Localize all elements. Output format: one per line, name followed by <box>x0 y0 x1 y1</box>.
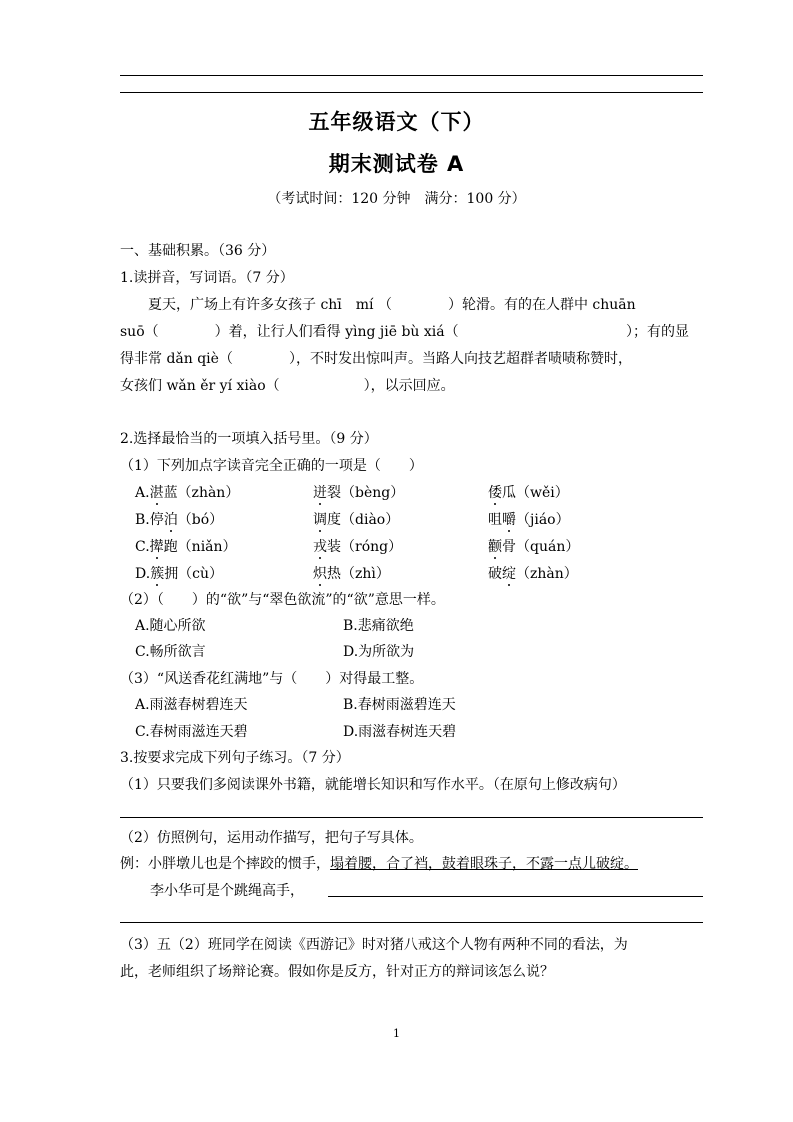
dotted-char: 迸 <box>313 485 327 501</box>
question-2-heading: 2.选择最恰当的一项填入括号里。（9 分） <box>120 431 378 447</box>
dotted-char: 绽 <box>502 566 516 582</box>
example-prefix: 例：小胖墩儿也是个摔跤的惯手， <box>120 856 330 872</box>
q1-paragraph-line-4: 女孩们 wǎn ěr yí xiào（ ），以示回应。 <box>120 378 455 394</box>
option-text: （jiáo） <box>516 512 570 528</box>
option-text: （zhàn） <box>516 566 578 582</box>
option-text: 停 <box>149 512 164 528</box>
answer-line-prompt[interactable] <box>328 896 703 897</box>
dotted-char: 泊 <box>163 512 178 528</box>
dotted-char: 颧 <box>488 539 502 555</box>
option-text: 跑（niǎn） <box>163 539 237 555</box>
q2-sub3-stem: （3）“风送香花红满地”与（ ）对得最工整。 <box>120 671 424 687</box>
q3-prompt: 李小华可是个跳绳高手， <box>150 883 304 899</box>
option-text: 装（róng） <box>327 539 403 555</box>
option-text: 破 <box>488 566 502 582</box>
q3-sub3-line-2: 此，老师组织了场辩论赛。假如你是反方，针对正方的辩词该怎么说？ <box>120 964 554 980</box>
option-text: 度（diào） <box>327 512 400 528</box>
header-rule-bottom <box>120 92 703 93</box>
dotted-char: 炽 <box>313 566 327 582</box>
option-text: 咀 <box>488 512 502 528</box>
q2-sub3-option-b: B.春树雨滋碧连天 <box>343 697 456 713</box>
dotted-char: 戎 <box>313 539 327 555</box>
dotted-char: 嚼 <box>502 512 516 528</box>
page-number: 1 <box>393 1027 400 1040</box>
page-title: 五年级语文（下） <box>308 110 485 134</box>
q2-sub2-option-b: B.悲痛欲绝 <box>343 618 414 634</box>
q2-sub1-option-c <box>135 536 237 556</box>
q1-paragraph-line-2b: ）；有的显 <box>626 324 689 340</box>
option-text: 蓝（zhàn） <box>163 485 240 501</box>
dotted-char: 簇 <box>150 566 165 582</box>
q2-sub3-option-c: C.春树雨滋连天碧 <box>135 724 248 740</box>
q2-sub1-option-b <box>135 509 223 529</box>
answer-line[interactable] <box>120 817 703 818</box>
option-text: 瓜（wěi） <box>502 485 569 501</box>
page-subtitle: 期末测试卷 A <box>328 152 465 176</box>
q2-sub1-option-a <box>135 482 239 502</box>
q2-sub2-option-a: A.随心所欲 <box>135 618 206 634</box>
answer-line[interactable] <box>120 922 703 923</box>
exam-info: （考试时间：120 分钟 满分：100 分） <box>267 191 526 207</box>
option-text: （bó） <box>177 512 224 528</box>
option-text: 裂（bèng） <box>327 485 405 501</box>
q2-sub1-option-b-2 <box>313 509 399 529</box>
section-heading: 一、基础积累。（36 分） <box>120 243 276 259</box>
q2-sub2-stem: （2）（ ）的“欲”与“翠色欲流”的“欲”意思一样。 <box>120 592 445 608</box>
q3-sub3-line-1: （3）五（2）班同学在阅读《西游记》时对猪八戒这个人物有两种不同的看法，为 <box>120 937 628 953</box>
q2-sub1-stem: （1）下列加点字读音完全正确的一项是（ ） <box>120 458 423 474</box>
question-3-heading: 3.按要求完成下列句子练习。（7 分） <box>120 750 350 766</box>
q2-sub3-option-a: A.雨滋春树碧连天 <box>135 697 248 713</box>
option-label: A. <box>135 485 150 501</box>
example-underlined: 塌着腰，合了裆，鼓着眼珠子，不露一点儿破绽。 <box>330 856 638 872</box>
q2-sub1-option-d <box>135 563 223 583</box>
header-rule-top <box>120 75 703 76</box>
option-text: 拥（cù） <box>164 566 224 582</box>
question-1-heading: 1.读拼音，写词语。（7 分） <box>120 270 294 286</box>
q3-example <box>120 853 638 873</box>
q2-sub2-option-d: D.为所欲为 <box>343 644 415 660</box>
dotted-char: 撵 <box>149 539 164 555</box>
option-label: D. <box>135 566 151 582</box>
q3-sub1: （1）只要我们多阅读课外书籍，就能增长知识和写作水平。（在原句上修改病句） <box>120 777 626 793</box>
q2-sub1-option-b-3 <box>488 509 570 529</box>
q2-sub1-option-d-3 <box>488 563 578 583</box>
q2-sub1-option-d-2 <box>313 563 390 583</box>
q1-paragraph-line-2a: suō（ ）着，让行人们看得 yìng jiē bù xiá（ <box>120 324 459 340</box>
option-text: 热（zhì） <box>327 566 390 582</box>
dotted-char: 倭 <box>488 485 502 501</box>
option-text: 骨（quán） <box>502 539 580 555</box>
q2-sub2-option-c: C.畅所欲言 <box>135 644 206 660</box>
q2-sub1-option-c-2 <box>313 536 402 556</box>
option-label: B. <box>135 512 150 528</box>
q1-paragraph-line-3: 得非常 dǎn qiè（ ），不时发出惊叫声。当路人向技艺超群者啧啧称赞时， <box>120 351 632 367</box>
q2-sub1-option-a-2 <box>313 482 404 502</box>
q2-sub1-option-c-3 <box>488 536 579 556</box>
dotted-char: 调 <box>313 512 327 528</box>
q1-paragraph-line-1: 夏天，广场上有许多女孩子 chī mí （ ）轮滑。有的在人群中 chuān <box>148 297 636 313</box>
q2-sub1-option-a-3 <box>488 482 569 502</box>
q2-sub3-option-d: D.雨滋春树连天碧 <box>343 724 457 740</box>
option-label: C. <box>135 539 150 555</box>
dotted-char: 湛 <box>149 485 164 501</box>
q3-sub2: （2）仿照例句，运用动作描写，把句子写具体。 <box>120 830 423 846</box>
